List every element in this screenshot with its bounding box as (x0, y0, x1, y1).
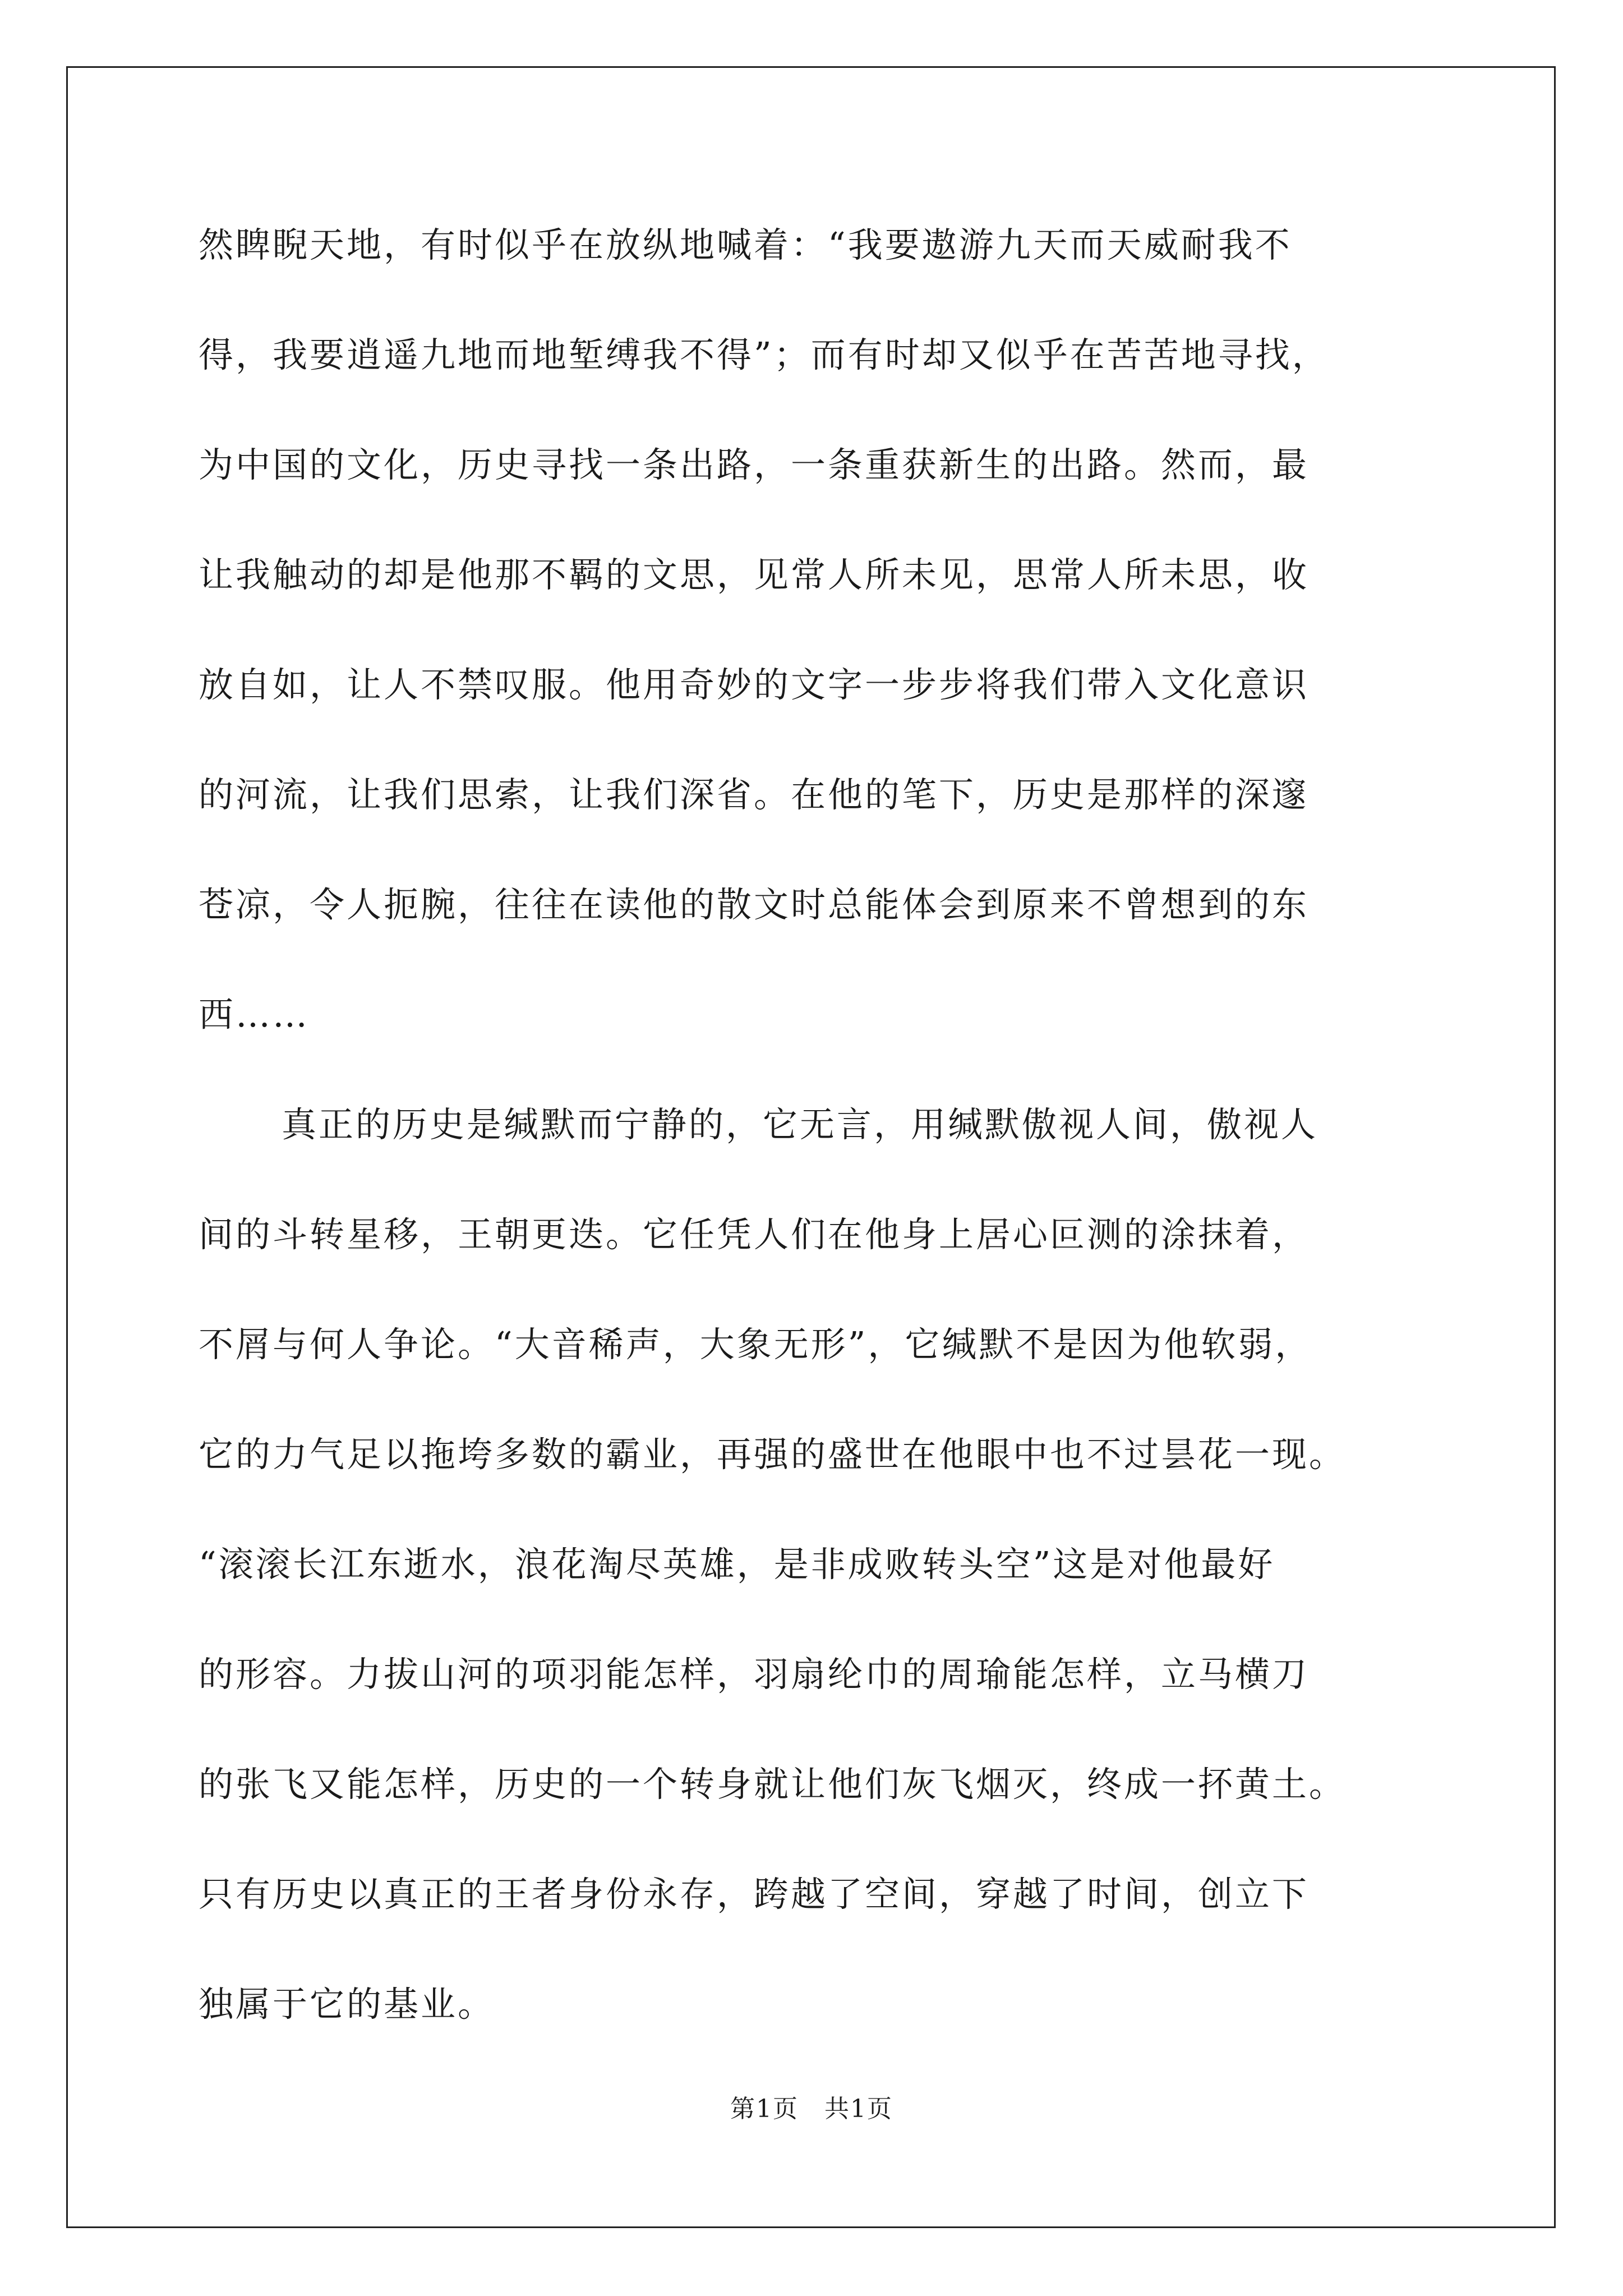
text-line: 不屑与何人争论。“大音稀声，大象无形”，它缄默不是因为他软弱， (199, 1324, 1312, 1365)
text-line: 让我触动的却是他那不羁的文思，见常人所未见，思常人所未思，收 (199, 554, 1310, 595)
text-line: 间的斗转星移，王朝更迭。它任凭人们在他身上居心叵测的涂抹着， (199, 1214, 1310, 1255)
text-line: 只有历史以真正的王者身份永存，跨越了空间，穿越了时间，创立下 (199, 1874, 1310, 1915)
paragraph (199, 214, 1427, 1094)
text-line: 西…… (199, 994, 310, 1035)
text-line: 它的力气足以拖垮多数的霸业，再强的盛世在他眼中也不过昙花一现。 (199, 1434, 1347, 1475)
text-line: 独属于它的基业。 (199, 1984, 495, 2024)
text-line: 的张飞又能怎样，历史的一个转身就让他们灰飞烟灭，终成一抔黄土。 (199, 1764, 1347, 1805)
page-footer: 第1页 共1页 (730, 2095, 893, 2123)
text-line: 苍凉，令人扼腕，往往在读他的散文时总能体会到原来不曾想到的东 (199, 884, 1310, 925)
document-body (199, 214, 1427, 2083)
text-line: 得，我要逍遥九地而地堑缚我不得”；而有时却又似乎在苦苦地寻找， (199, 334, 1329, 375)
text-line: 然睥睨天地，有时似乎在放纵地喊着：“我要遨游九天而天威耐我不 (199, 224, 1292, 265)
paragraph (199, 1094, 1427, 2083)
text-line: 为中国的文化，历史寻找一条出路，一条重获新生的出路。然而，最 (199, 444, 1310, 485)
text-line: “滚滚长江东逝水，浪花淘尽英雄，是非成败转头空”这是对他最好 (199, 1544, 1275, 1585)
text-line: 放自如，让人不禁叹服。他用奇妙的文字一步步将我们带入文化意识 (199, 664, 1310, 705)
text-line: 的河流，让我们思索，让我们深省。在他的笔下，历史是那样的深邃 (199, 774, 1310, 815)
text-line: 的形容。力拔山河的项羽能怎样，羽扇纶巾的周瑜能怎样，立马横刀 (199, 1654, 1310, 1695)
text-line: 真正的历史是缄默而宁静的，它无言，用缄默傲视人间，傲视人 (282, 1104, 1318, 1145)
